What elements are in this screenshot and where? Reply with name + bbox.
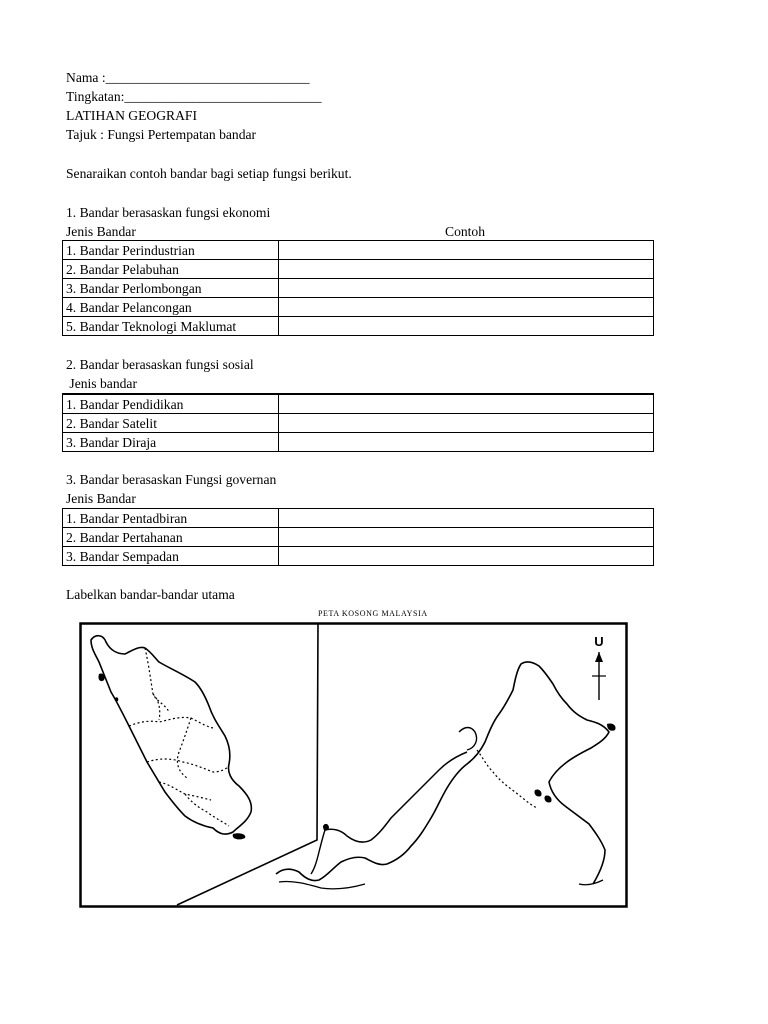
example-answer-cell[interactable]: [279, 279, 654, 298]
table-row: [63, 298, 654, 317]
section-2-subheading: Jenis bandar: [66, 376, 137, 391]
example-answer-cell[interactable]: [279, 547, 654, 566]
table-row: [63, 433, 654, 452]
section-3-subheading: Jenis Bandar: [66, 491, 136, 506]
example-answer-cell[interactable]: [279, 528, 654, 547]
social-function-table: [62, 393, 654, 452]
town-type-cell: 1. Bandar Perindustrian: [63, 241, 279, 260]
table-row: [63, 241, 654, 260]
town-type-cell: 1. Bandar Pentadbiran: [63, 509, 279, 528]
example-answer-cell[interactable]: [279, 298, 654, 317]
table-row: [63, 547, 654, 566]
town-type-cell: 5. Bandar Teknologi Maklumat: [63, 317, 279, 336]
example-column-header: Contoh: [445, 224, 486, 239]
east-malaysia-outline: [276, 662, 616, 889]
example-answer-cell[interactable]: [279, 433, 654, 452]
table-row: [63, 317, 654, 336]
town-type-cell: 4. Bandar Pelancongan: [63, 298, 279, 317]
table-row: [63, 528, 654, 547]
malaysia-blank-map: [79, 622, 628, 908]
example-answer-cell[interactable]: [279, 317, 654, 336]
map-instruction: Labelkan bandar-bandar utama: [66, 587, 235, 602]
town-type-cell: 3. Bandar Perlombongan: [63, 279, 279, 298]
table-row: [63, 509, 654, 528]
north-label: U: [594, 634, 604, 649]
map-title: PETA KOSONG MALAYSIA: [318, 609, 428, 618]
town-type-cell: 2. Bandar Pertahanan: [63, 528, 279, 547]
table-row: [63, 414, 654, 433]
peninsular-malaysia-outline: [91, 636, 251, 840]
form-field-label: Tingkatan:_____________________________: [66, 89, 322, 104]
name-field-label: Nama :______________________________: [66, 70, 310, 85]
section-1-subheading: Jenis Bandar: [66, 224, 136, 239]
table-row: [63, 279, 654, 298]
governance-function-table: [62, 508, 654, 566]
example-answer-cell[interactable]: [279, 414, 654, 433]
table-row: [63, 394, 654, 414]
example-answer-cell[interactable]: [279, 260, 654, 279]
town-type-cell: 2. Bandar Satelit: [63, 414, 279, 433]
north-arrow-icon: [592, 634, 606, 700]
town-type-cell: 2. Bandar Pelabuhan: [63, 260, 279, 279]
town-type-cell: 1. Bandar Pendidikan: [63, 394, 279, 414]
worksheet-topic: Tajuk : Fungsi Pertempatan bandar: [66, 127, 257, 142]
worksheet-subject: LATIHAN GEOGRAFI: [66, 108, 198, 123]
section-1-title: 1. Bandar berasaskan fungsi ekonomi: [66, 205, 271, 220]
section-2-title: 2. Bandar berasaskan fungsi sosial: [66, 357, 254, 372]
section-3-title: 3. Bandar berasaskan Fungsi governan: [66, 472, 277, 487]
example-answer-cell[interactable]: [279, 509, 654, 528]
economic-function-table: [62, 240, 654, 336]
table-row: [63, 260, 654, 279]
example-answer-cell[interactable]: [279, 394, 654, 414]
example-answer-cell[interactable]: [279, 241, 654, 260]
instruction-text: Senaraikan contoh bandar bagi setiap fungsi berikut.: [66, 166, 352, 181]
town-type-cell: 3. Bandar Sempadan: [63, 547, 279, 566]
town-type-cell: 3. Bandar Diraja: [63, 433, 279, 452]
